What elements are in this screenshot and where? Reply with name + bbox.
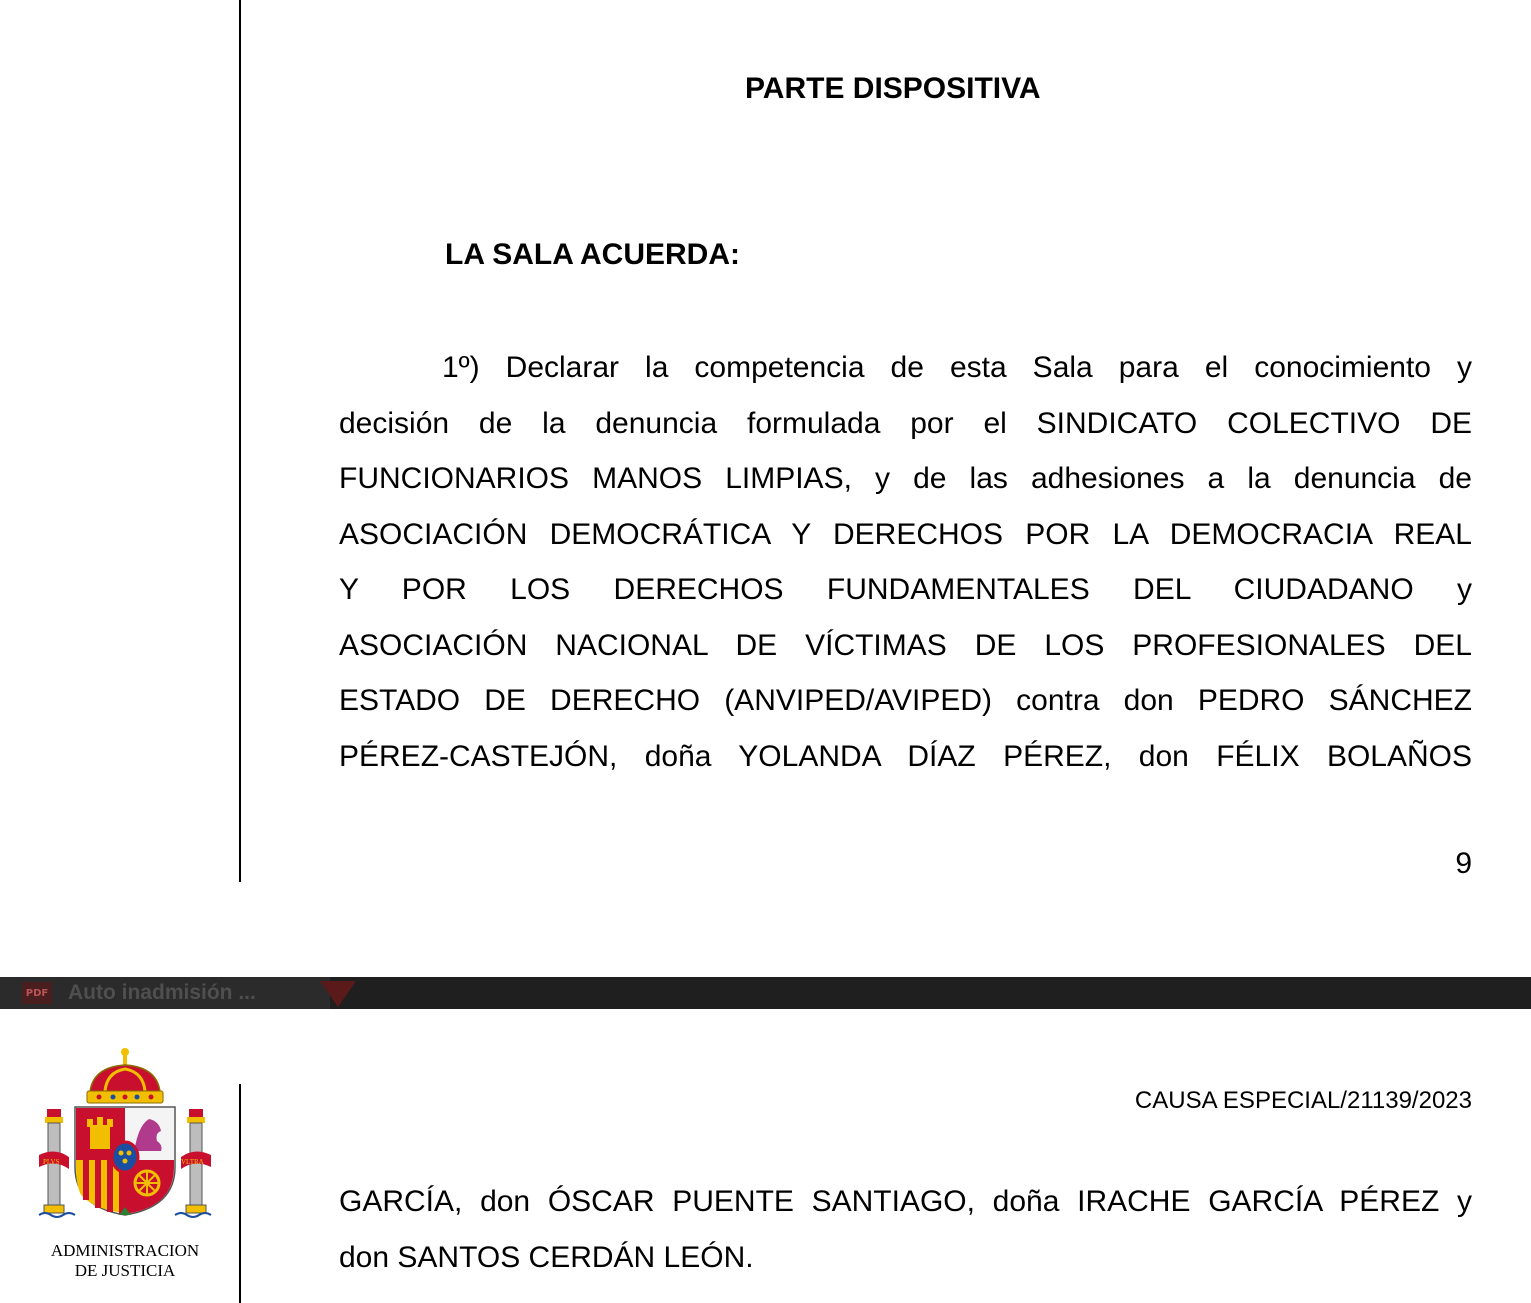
document-page-10 (0, 1009, 1531, 1294)
organization-name-line2: DE JUSTICIA (74, 1261, 176, 1280)
text-line: Y POR LOS DERECHOS FUNDAMENTALES DEL CIUDADANO y (339, 573, 1472, 606)
text-line: GARCÍA, don ÓSCAR PUENTE SANTIAGO, doña IRACHE GARCÍA PÉREZ y (339, 1185, 1472, 1218)
text-line: 1º) Declarar la competencia de esta Sala para el conocimiento y (442, 351, 1472, 384)
section-title: PARTE DISPOSITIVA (745, 72, 1041, 105)
text-line: PÉREZ-CASTEJÓN, doña YOLANDA DÍAZ PÉREZ, don FÉLIX BOLAÑOS (339, 739, 1472, 773)
tab-edge-decoration (320, 981, 356, 1007)
case-reference: CAUSA ESPECIAL/21139/2023 (1134, 1087, 1472, 1114)
resolution-paragraph-1-continued (339, 1174, 1472, 1285)
text-line: ASOCIACIÓN NACIONAL DE VÍCTIMAS DE LOS PROFESIONALES DEL (339, 628, 1472, 662)
document-tab-title: Auto inadmisión ... (68, 981, 256, 1004)
motto-right: VLTRA (181, 1158, 204, 1166)
resolution-paragraph-1 (339, 340, 1472, 784)
margin-rule (239, 0, 241, 882)
pdf-icon: PDF (22, 982, 52, 1004)
resolution-intro: LA SALA ACUERDA: (445, 238, 740, 271)
text-line: ESTADO DE DERECHO (ANVIPED/AVIPED) contra don PEDRO SÁNCHEZ (339, 684, 1472, 717)
margin-rule (239, 1084, 241, 1303)
text-line: decisión de la denuncia formulada por el SINDICATO COLECTIVO DE (339, 406, 1472, 440)
shield (75, 1107, 175, 1215)
motto-left: PLVS (43, 1158, 60, 1166)
organization-name-line1: ADMINISTRACION (50, 1241, 200, 1260)
viewer-tab-bar (0, 977, 1531, 1009)
page-number: 9 (1455, 847, 1472, 880)
crown-icon (87, 1048, 163, 1103)
organization-name (20, 1241, 230, 1281)
text-line: ASOCIACIÓN DEMOCRÁTICA Y DERECHOS POR LA DEMOCRACIA REAL (339, 517, 1472, 551)
text-line: don SANTOS CERDÁN LEÓN. (339, 1240, 754, 1274)
text-line: FUNCIONARIOS MANOS LIMPIAS, y de las adhesiones a la denuncia de (339, 462, 1472, 495)
spain-coat-of-arms-icon (35, 1047, 215, 1222)
document-tab[interactable] (0, 977, 330, 1009)
